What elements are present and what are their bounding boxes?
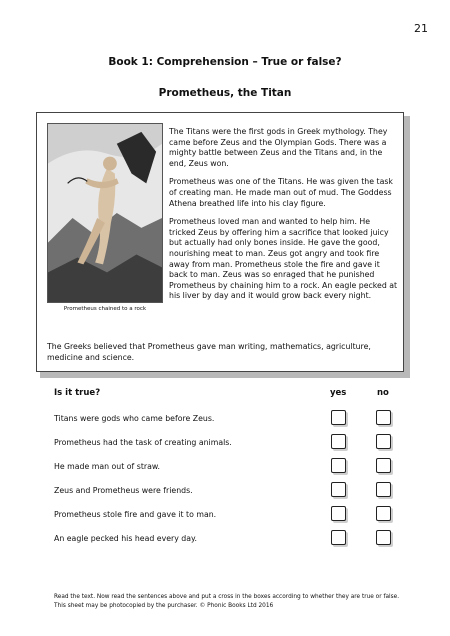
story-title: Prometheus, the Titan — [158, 87, 292, 99]
footer-instructions: Read the text. Now read the sentences above and put a cross in the boxes according to whether they are true or false. This sheet may be photocopied by the purchaser. © Phonic Books Ltd 2016 — [54, 594, 400, 609]
page-number: 21 — [414, 22, 428, 35]
yes-checkbox[interactable] — [331, 458, 346, 473]
story-paragraph-1: The Titans were the first gods in Greek mythology. They came before Zeus and the Olympian Gods. There was a mighty battle between Zeus and the Titans and, in the end, Zeus won. — [169, 127, 388, 168]
yes-checkbox[interactable] — [331, 482, 346, 497]
yes-checkbox[interactable] — [331, 434, 346, 449]
no-column-label: no — [377, 388, 389, 398]
no-checkbox[interactable] — [376, 410, 391, 425]
question-text: He made man out of straw. — [54, 462, 161, 471]
story-text — [169, 127, 399, 310]
question-text: Titans were gods who came before Zeus. — [54, 414, 215, 423]
quiz-row — [0, 434, 450, 452]
quiz-row — [0, 506, 450, 524]
no-checkbox[interactable] — [376, 530, 391, 545]
no-checkbox[interactable] — [376, 482, 391, 497]
no-checkbox[interactable] — [376, 434, 391, 449]
question-text: Prometheus had the task of creating animals. — [54, 438, 232, 447]
question-text: An eagle pecked his head every day. — [54, 534, 198, 543]
no-checkbox[interactable] — [376, 458, 391, 473]
yes-column-label: yes — [330, 388, 347, 398]
yes-checkbox[interactable] — [331, 530, 346, 545]
question-text: Zeus and Prometheus were friends. — [54, 486, 193, 495]
no-checkbox[interactable] — [376, 506, 391, 521]
yes-checkbox[interactable] — [331, 410, 346, 425]
quiz-row — [0, 482, 450, 500]
quiz-header: Is it true? — [54, 388, 101, 398]
story-closing: The Greeks believed that Prometheus gave man writing, mathematics, agriculture, medicine and science. — [47, 342, 371, 362]
illustration-caption: Prometheus chained to a rock — [63, 306, 147, 312]
story-paragraph-3: Prometheus loved man and wanted to help him. He tricked Zeus by offering him a sacrifice that looked juicy but actually had only bones inside. He gave the good, nourishing meat to man. Zeus got angry and took fire away from man. Prometheus stole the fire and gave it back to man. Zeus was so enraged that he punished Prometheus by chaining him to a rock. An eagle pecked at his liver by day and it would grow back every night. — [169, 217, 398, 301]
worksheet-title: Book 1: Comprehension – True or false? — [108, 56, 342, 68]
story-paragraph-2: Prometheus was one of the Titans. He was given the task of creating man. He made man out of mud. The Goddess Athena breathed life into his clay figure. — [169, 177, 393, 208]
question-text: Prometheus stole fire and gave it to man. — [54, 510, 217, 519]
quiz-row — [0, 530, 450, 548]
quiz-row — [0, 410, 450, 428]
yes-checkbox[interactable] — [331, 506, 346, 521]
quiz-row — [0, 458, 450, 476]
story-box — [36, 112, 404, 372]
prometheus-illustration — [47, 123, 163, 303]
